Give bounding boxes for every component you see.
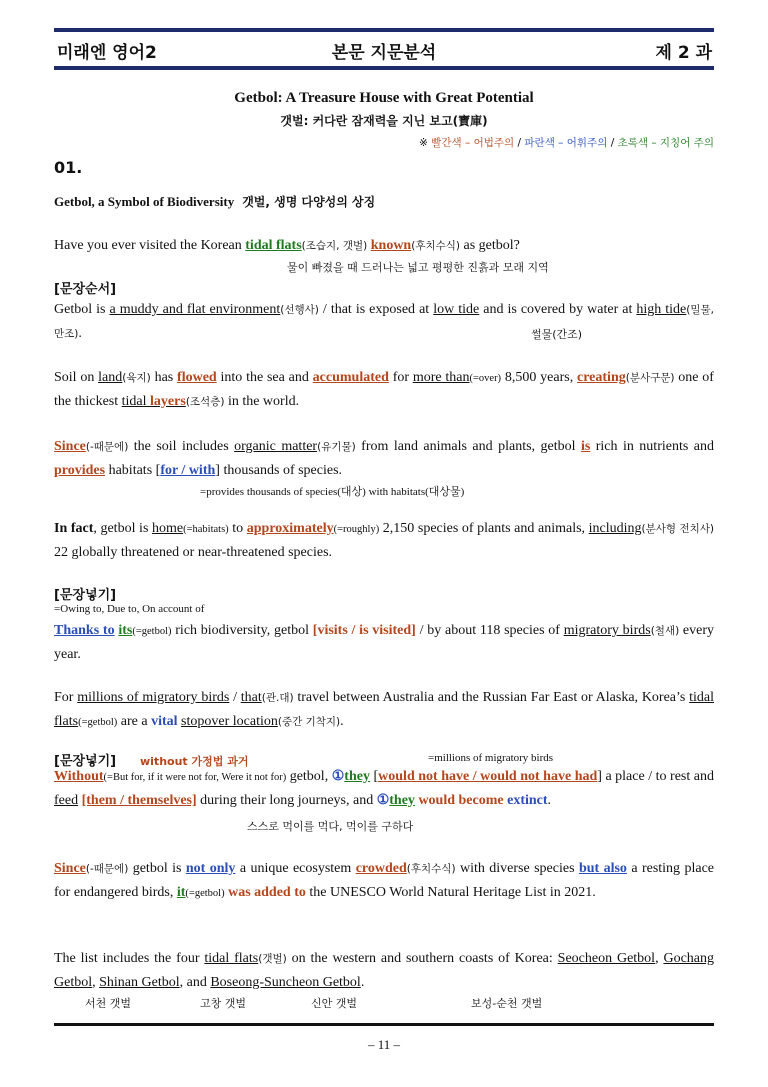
legend-sep: / [517,137,522,149]
color-legend [419,135,714,150]
sentence-10: The list includes the four tidal flats(갯벌) on the western and southern coasts of Korea: Seocheon Getbol, Gochang Getbol, Shinan Getbol, and Boseong-Suncheon Getbol. [54,951,715,990]
label-insert-1: [문장넣기] [54,588,117,603]
sentence-3: Soil on land(육지) has flowed into the sea and accumulated for more than(=over) 8,500 years, creating(분사구문) one of the thickest tidal layers(조석층) in the world. [54,370,714,409]
sentence-8: Without(=But for, if it were not for, Were it not for) getbol, ①they [would not have / would not have had] a place / to rest and feed [them / themselves] during their long journeys, and ①they would become extinct. [54,769,714,808]
label-order: [문장순서] [54,282,117,297]
sentence-4: Since(-때문에) the soil includes organic matter(유기물) from land animals and plants, getbol is rich in nutrients and provides habitats [for / with] thousands of species. [54,439,714,478]
header-section-title: 본문 지문분석 [331,43,437,63]
sentence-9: Since(-때문에) getbol is not only a unique ecosystem crowded(후치수식) with diverse species but also a resting place for endangered birds, it(=getbol) was added to the UNESCO World Natural Heritage List in 2021. [54,861,714,900]
place-note: 신안 갯벌 [311,997,358,1010]
header-lesson: 제 2 과 [655,43,712,63]
sentence-5: In fact, getbol is home(=habitats) to approximately(=roughly) 2,150 species of plants and animals, including(분사형 전치사) 22 globally threatened or near-threatened species. [54,521,715,560]
place-note: 고창 갯벌 [200,997,247,1010]
footer-rule [54,1023,714,1026]
sentence-2: Getbol is a muddy and flat environment(선행사) / that is exposed at low tide and is covered by water at high tide(밀물, 만조). [54,302,715,341]
legend-sep: / [610,137,615,149]
place-note: 서천 갯벌 [85,997,132,1010]
header-bottom-rule [54,66,714,70]
note-feed: 스스로 먹이를 먹다, 먹이를 구하다 [247,820,414,833]
sentence-6: Thanks to its(=getbol) rich biodiversity, getbol [visits / is visited] / by about 118 species of migratory birds(철새) every year. [54,623,715,662]
section-number: 01. [54,158,83,177]
page-subtitle: 갯벌: 커다란 잠재력을 지닌 보고(寶庫) [280,114,488,128]
legend-red: 빨간색 – 어법주의 [431,137,515,149]
sentence-7: For millions of migratory birds / that(관.대) travel between Australia and the Russian Far East or Alaska, Korea’s tidal flats(=getbol) are a vital stopover location(중간 기착지). [54,690,715,729]
header-book-title: 미래엔 영어2 [57,43,157,63]
page-title: Getbol: A Treasure House with Great Potential [234,90,534,106]
heading-en: Getbol, a Symbol of Biodiversity [54,194,235,209]
note-tidal-def: 물이 빠졌을 때 드러나는 넓고 평평한 진흙과 모래 지역 [287,261,549,274]
header-top-rule [54,28,714,32]
place-note: 보성-순천 갯벌 [471,997,543,1010]
heading-ko: 갯벌, 생명 다양성의 상징 [242,195,376,209]
note-low-tide: 썰물(간조) [531,328,583,341]
note-without: without 가정법 과거 [140,755,249,768]
page-number: – 11 – [367,1037,401,1052]
legend-mark: ※ [419,137,428,149]
legend-blue: 파란색 – 어휘주의 [524,137,608,149]
note-millions: =millions of migratory birds [428,752,554,764]
legend-green: 초록색 – 지칭어 주의 [617,137,714,149]
label-insert-2: [문장넣기] [54,754,117,769]
note-owing: =Owing to, Due to, On account of [54,603,205,615]
sentence-1: Have you ever visited the Korean tidal flats(조습지, 갯벌) known(후치수식) as getbol? [54,238,520,253]
note-provides: =provides thousands of species(대상) with habitats(대상물) [200,486,465,498]
section-heading [54,193,375,210]
